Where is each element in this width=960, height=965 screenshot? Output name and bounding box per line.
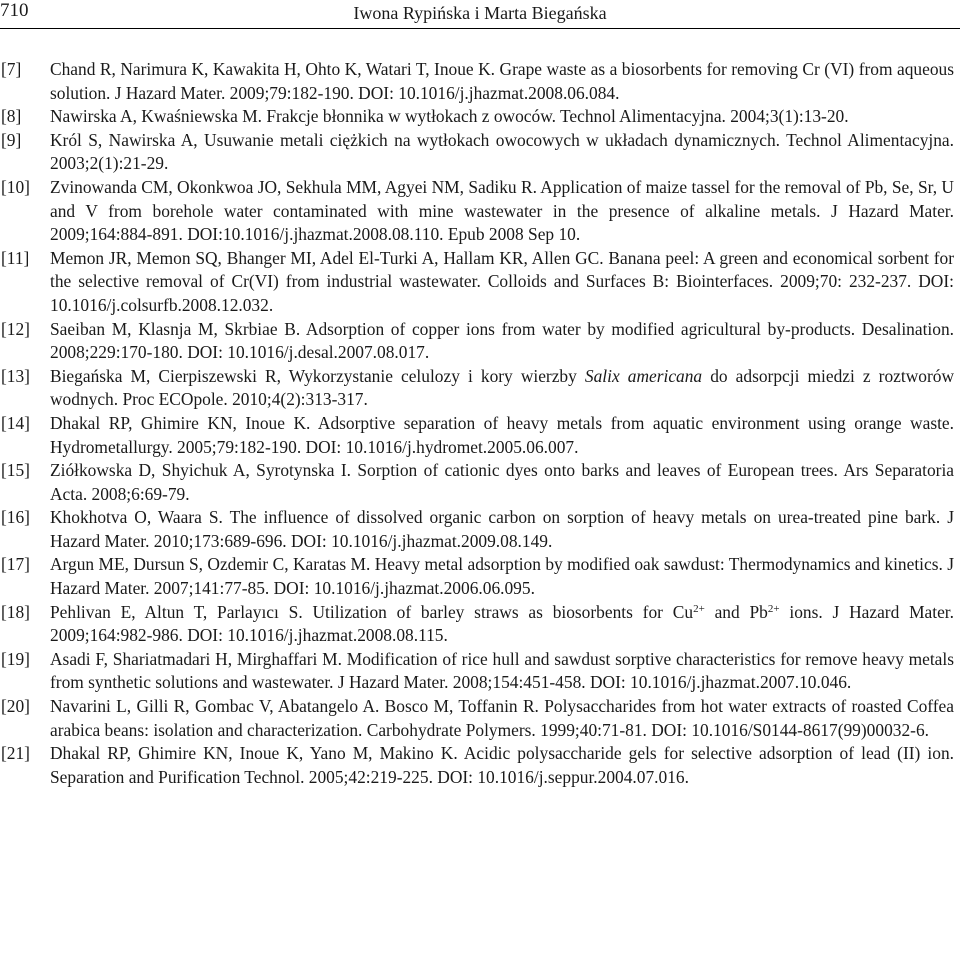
reference-item — [0, 412, 960, 459]
reference-item — [0, 318, 960, 365]
reference-text: Asadi F, Shariatmadari H, Mirghaffari M. Modification of rice hull and sawdust sorptive characteristics for remove heavy metals from synthetic solutions and wastewater. J Hazard Mater. 2008;154:451-458. DOI: 10.1016/j.jhazmat.2007.10.046. — [50, 648, 954, 693]
reference-text: Dhakal RP, Ghimire KN, Inoue K, Yano M, Makino K. Acidic polysaccharide gels for selective adsorption of lead (II) ion. Separation and Purification Technol. 2005;42:219-225. DOI: 10.1016/j.seppur.2004.07.016. — [50, 743, 954, 787]
reference-item — [0, 648, 960, 695]
reference-number: [21] — [1, 743, 30, 764]
reference-text: Argun ME, Dursun S, Ozdemir C, Karatas M. Heavy metal adsorption by modified oak sawdust: Thermodynamics and kinetics. J Hazard Mater. 2007;141:77-85. DOI: 10.1016/j.jhazmat.2006.06.095. — [50, 554, 954, 599]
reference-text-part: and Pb — [704, 601, 768, 622]
reference-item — [0, 742, 960, 789]
reference-item — [0, 129, 960, 176]
reference-number: [17] — [1, 554, 30, 575]
reference-number: [14] — [1, 412, 30, 433]
reference-item — [0, 553, 960, 600]
reference-item — [0, 58, 960, 105]
reference-list — [0, 58, 960, 789]
reference-item — [0, 247, 960, 318]
reference-item — [0, 459, 960, 506]
reference-number: [12] — [1, 318, 30, 339]
reference-number: [20] — [1, 696, 30, 717]
reference-text: Nawirska A, Kwaśniewska M. Frakcje błonnika w wytłokach z owoców. Technol Alimentacyjna. 2004;3(1):13-20. — [50, 106, 849, 127]
reference-text: Khokhotva O, Waara S. The influence of dissolved organic carbon on sorption of heavy metals on urea-treated pine bark. J Hazard Mater. 2010;173:689-696. DOI: 10.1016/j.jhazmat.2009.08.149. — [50, 507, 954, 551]
reference-text: Ziółkowska D, Shyichuk A, Syrotynska I. Sorption of cationic dyes onto barks and leaves of European trees. Ars Separatoria Acta. 2008;6:69-79. — [50, 460, 954, 504]
reference-text — [50, 601, 954, 648]
reference-number: [11] — [1, 247, 30, 268]
reference-number: [13] — [1, 365, 30, 386]
reference-number: [16] — [1, 507, 30, 528]
reference-text: Navarini L, Gilli R, Gombac V, Abatangelo A. Bosco M, Toffanin R. Polysaccharides from hot water extracts of roasted Coffea arabica beans: isolation and characterization. Carbohydrate Polymers. 1999;40:71-81. DOI: 10.1016/S0144-8617(99)00032-6. — [50, 696, 954, 740]
reference-text-part: do adsorpcji miedzi z roztworów wodnych. Proc ECOpole. 2010;4(2):313-317. — [50, 365, 955, 410]
reference-text: Zvinowanda CM, Okonkwoa JO, Sekhula MM, Agyei NM, Sadiku R. Application of maize tassel for the removal of Pb, Se, Sr, U and V from borehole water contaminated with mine wastewater in the presence of alkaline metals. J Hazard Mater. 2009;164:884-891. DOI:10.1016/j.jhazmat.2008.08.110. Epub 2008 Sep 10. — [50, 176, 954, 245]
reference-number: [19] — [1, 648, 30, 669]
page-header — [0, 0, 960, 30]
charge-superscript: 2+ — [693, 602, 705, 615]
reference-text-part: ions. J Hazard Mater. 2009;164:982-986. DOI: 10.1016/j.jhazmat.2008.08.115. — [50, 601, 954, 646]
running-title: Iwona Rypińska i Marta Biegańska — [353, 3, 607, 23]
reference-item — [0, 601, 960, 648]
page-number: 710 — [0, 0, 29, 21]
reference-item — [0, 506, 960, 553]
reference-item — [0, 176, 960, 247]
reference-text — [50, 365, 954, 412]
reference-text: Dhakal RP, Ghimire KN, Inoue K. Adsorptive separation of heavy metals from aquatic environment using orange waste. Hydrometallurgy. 2005;79:182-190. DOI: 10.1016/j.hydromet.2005.06.007. — [50, 412, 954, 457]
reference-number: [10] — [1, 176, 30, 197]
reference-text: Memon JR, Memon SQ, Bhanger MI, Adel El-Turki A, Hallam KR, Allen GC. Banana peel: A green and economical sorbent for the selective removal of Cr(VI) from industrial wastewater. Colloids and Surfaces B: Biointerfaces. 2009;70: 232-237. DOI: 10.1016/j.colsurfb.2008.12.032. — [50, 247, 954, 315]
reference-text: Saeiban M, Klasnja M, Skrbiae B. Adsorption of copper ions from water by modified agricultural by-products. Desalination. 2008;229:170-180. DOI: 10.1016/j.desal.2007.08.017. — [50, 318, 954, 363]
reference-item — [0, 365, 960, 412]
reference-text-part: Pehlivan E, Altun T, Parlayıcı S. Utilization of barley straws as biosorbents for Cu — [50, 601, 694, 622]
reference-number: [15] — [1, 460, 30, 481]
reference-item — [0, 695, 960, 742]
charge-superscript: 2+ — [767, 602, 780, 615]
reference-number: [8] — [1, 106, 22, 127]
reference-text: Król S, Nawirska A, Usuwanie metali ciężkich na wytłokach owocowych w układach dynamicznych. Technol Alimentacyjna. 2003;2(1):21-29. — [50, 129, 954, 174]
header-rule — [0, 28, 960, 29]
reference-number: [18] — [1, 601, 30, 622]
species-name: Salix americana — [584, 365, 703, 386]
reference-number: [9] — [1, 129, 22, 150]
reference-text-part: Biegańska M, Cierpiszewski R, Wykorzystanie celulozy i kory wierzby — [50, 365, 585, 386]
reference-text: Chand R, Narimura K, Kawakita H, Ohto K, Watari T, Inoue K. Grape waste as a biosorbents for removing Cr (VI) from aqueous solution. J Hazard Mater. 2009;79:182-190. DOI: 10.1016/j.jhazmat.2008.06.084. — [50, 59, 954, 103]
reference-item — [0, 105, 960, 129]
reference-number: [7] — [1, 59, 22, 79]
